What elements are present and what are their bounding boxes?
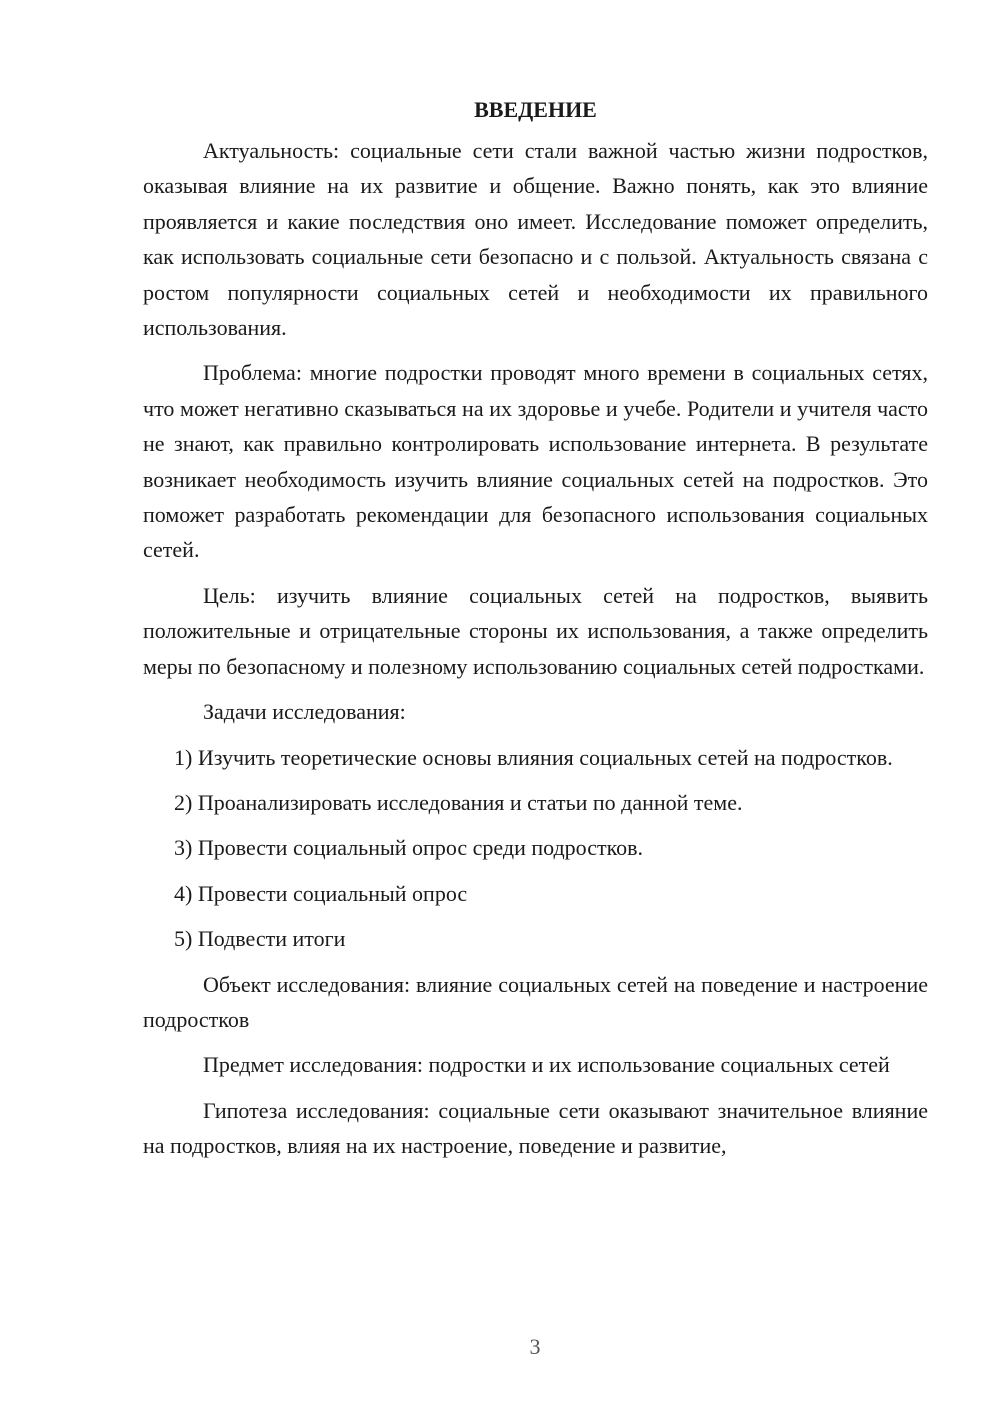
page-number: 3 [529,1334,541,1359]
paragraph-object: Объект исследования: влияние социальных сетей на поведение и настроение подростков [143,971,928,1032]
section-title: ВВЕДЕНИЕ [474,97,597,122]
paragraph-problem: Проблема: многие подростки проводят много времени в социальных сетях, что может негативно сказываться на их здоровье и учебе. Родители и учителя часто не знают, как правильно контролировать использование интернета. В результате возникает необходимость изучить влияние социальных сетей на подростков. Это поможет разработать рекомендации для безопасного использования социальных сетей. [143,360,928,563]
task-item-5: 5) Подвести итоги [174,926,346,952]
task-item-1: 1) Изучить теоретические основы влияния социальных сетей на подростков. [174,744,893,770]
paragraph-hypothesis: Гипотеза исследования: социальные сети оказывают значительное влияние на подростков, влияя на их настроение, поведение и развитие, [143,1097,928,1159]
document-page [143,92,928,1174]
paragraph-relevance: Актуальность: социальные сети стали важной частью жизни подростков, оказывая влияние на их развитие и общение. Важно понять, как это влияние проявляется и какие последствия оно имеет. Исследование поможет определить, как использовать социальные сети безопасно и с пользой. Актуальность связана с ростом популярности социальных сетей и необходимости их правильного использования. [143,138,928,341]
paragraph-subject: Предмет исследования: подростки и их использование социальных сетей [203,1052,890,1078]
task-item-2: 2) Проанализировать исследования и статьи по данной теме. [174,789,743,815]
task-item-4: 4) Провести социальный опрос [174,880,468,906]
task-item-3: 3) Провести социальный опрос среди подростков. [174,835,644,861]
paragraph-tasks-heading: Задачи исследования: [203,699,406,725]
paragraph-goal: Цель: изучить влияние социальных сетей на подростков, выявить положительные и отрицательные стороны их использования, а также определить меры по безопасному и полезному использованию социальных сетей подростками. [143,582,928,679]
